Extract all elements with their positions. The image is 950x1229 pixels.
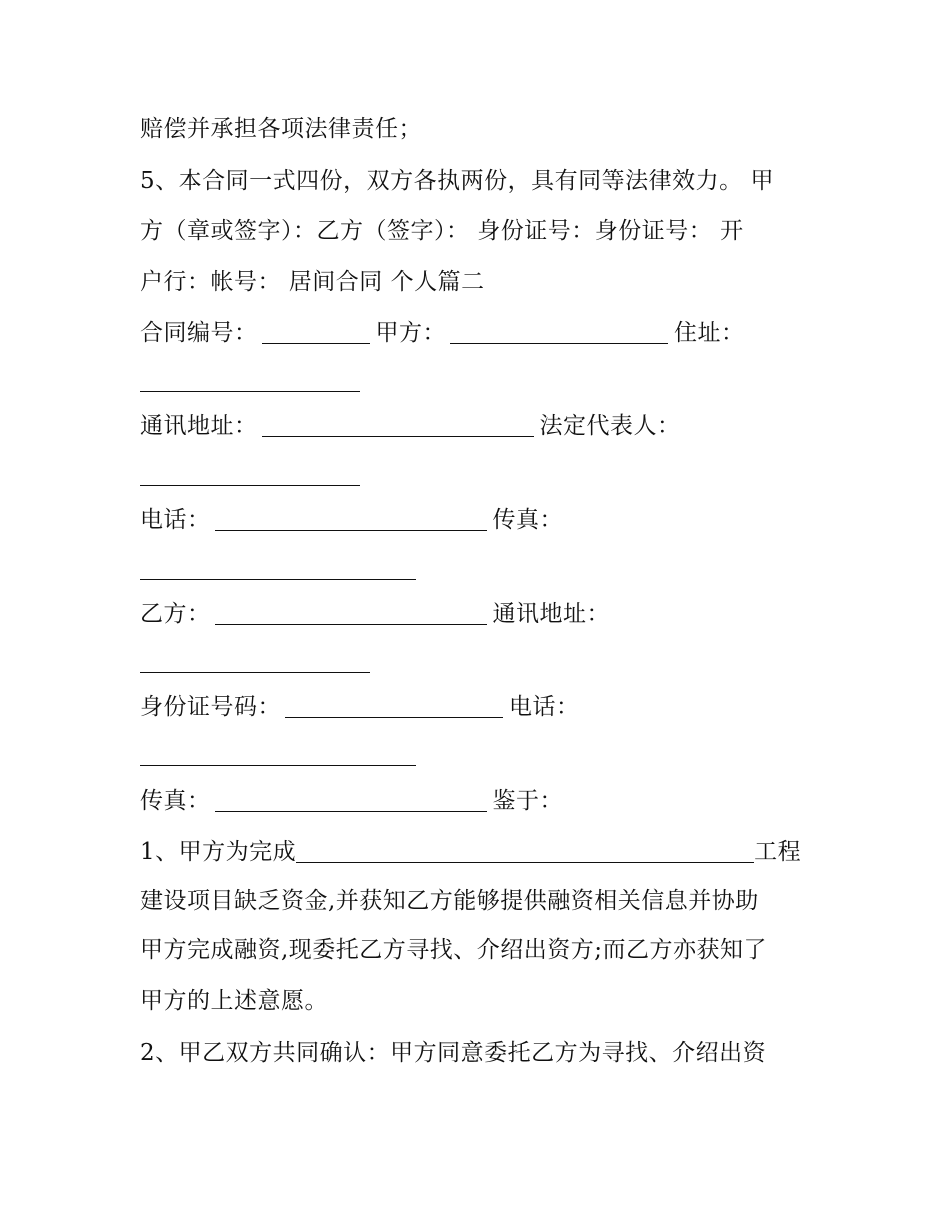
- party-a-blank: [450, 319, 668, 344]
- address-blank: [140, 367, 360, 392]
- party-a-label: 甲方：: [375, 320, 446, 346]
- phone-blank-2: [140, 741, 416, 766]
- form-row-blank: [140, 647, 370, 677]
- form-row-id: [140, 692, 580, 722]
- text-line: 户行：帐号： 居间合同 个人篇二: [140, 269, 485, 295]
- id-no-label: 身份证号码：: [140, 694, 281, 720]
- fax-blank: [140, 555, 416, 580]
- mail-address-blank: [262, 412, 534, 437]
- form-row-fax: [140, 786, 563, 816]
- text-line: 建设项目缺乏资金,并获知乙方能够提供融资相关信息并协助: [140, 888, 759, 914]
- text-line: 方（章或签字）：乙方（签字）： 身份证号：身份证号： 开: [140, 218, 744, 244]
- clause-1-line-1: [140, 837, 801, 867]
- form-row-contract: [140, 318, 745, 348]
- party-b-blank: [215, 600, 487, 625]
- contract-no-label: 合同编号：: [140, 320, 258, 346]
- text-line: 5、本合同一式四份，双方各执两份，具有同等法律效力。 甲: [140, 168, 774, 194]
- mail-address-blank-2: [140, 648, 370, 673]
- mail-address-label: 通讯地址：: [140, 413, 258, 439]
- project-name-blank: [296, 838, 754, 863]
- phone-label-2: 电话：: [509, 694, 580, 720]
- address-label: 住址：: [674, 320, 745, 346]
- form-row-phone: [140, 505, 563, 535]
- fax-label-2: 传真：: [140, 788, 211, 814]
- party-b-label: 乙方：: [140, 601, 211, 627]
- legal-rep-blank: [140, 461, 360, 486]
- form-row-blank: [140, 740, 416, 770]
- contract-no-blank: [262, 319, 370, 344]
- form-row-party-b: [140, 599, 610, 629]
- whereas-label: 鉴于：: [492, 788, 563, 814]
- form-row-blank: [140, 460, 360, 490]
- text-line: 2、甲乙双方共同确认：甲方同意委托乙方为寻找、介绍出资: [140, 1040, 767, 1066]
- mail-address-label-2: 通讯地址：: [492, 601, 610, 627]
- text-line: 赔偿并承担各项法律责任；: [140, 116, 422, 142]
- id-no-blank: [285, 693, 503, 718]
- form-row-blank: [140, 554, 416, 584]
- clause-1-prefix: 1、甲方为完成: [140, 839, 297, 865]
- form-row-blank: [140, 366, 360, 396]
- fax-label: 传真：: [492, 507, 563, 533]
- phone-blank: [215, 506, 487, 531]
- text-line: 甲方的上述意愿。: [140, 988, 328, 1014]
- clause-1-suffix: 工程: [754, 839, 802, 865]
- form-row-mail: [140, 411, 681, 441]
- fax-blank-2: [215, 787, 487, 812]
- phone-label: 电话：: [140, 507, 211, 533]
- text-line: 甲方完成融资,现委托乙方寻找、介绍出资方;而乙方亦获知了: [140, 937, 768, 963]
- legal-rep-label: 法定代表人：: [539, 413, 681, 439]
